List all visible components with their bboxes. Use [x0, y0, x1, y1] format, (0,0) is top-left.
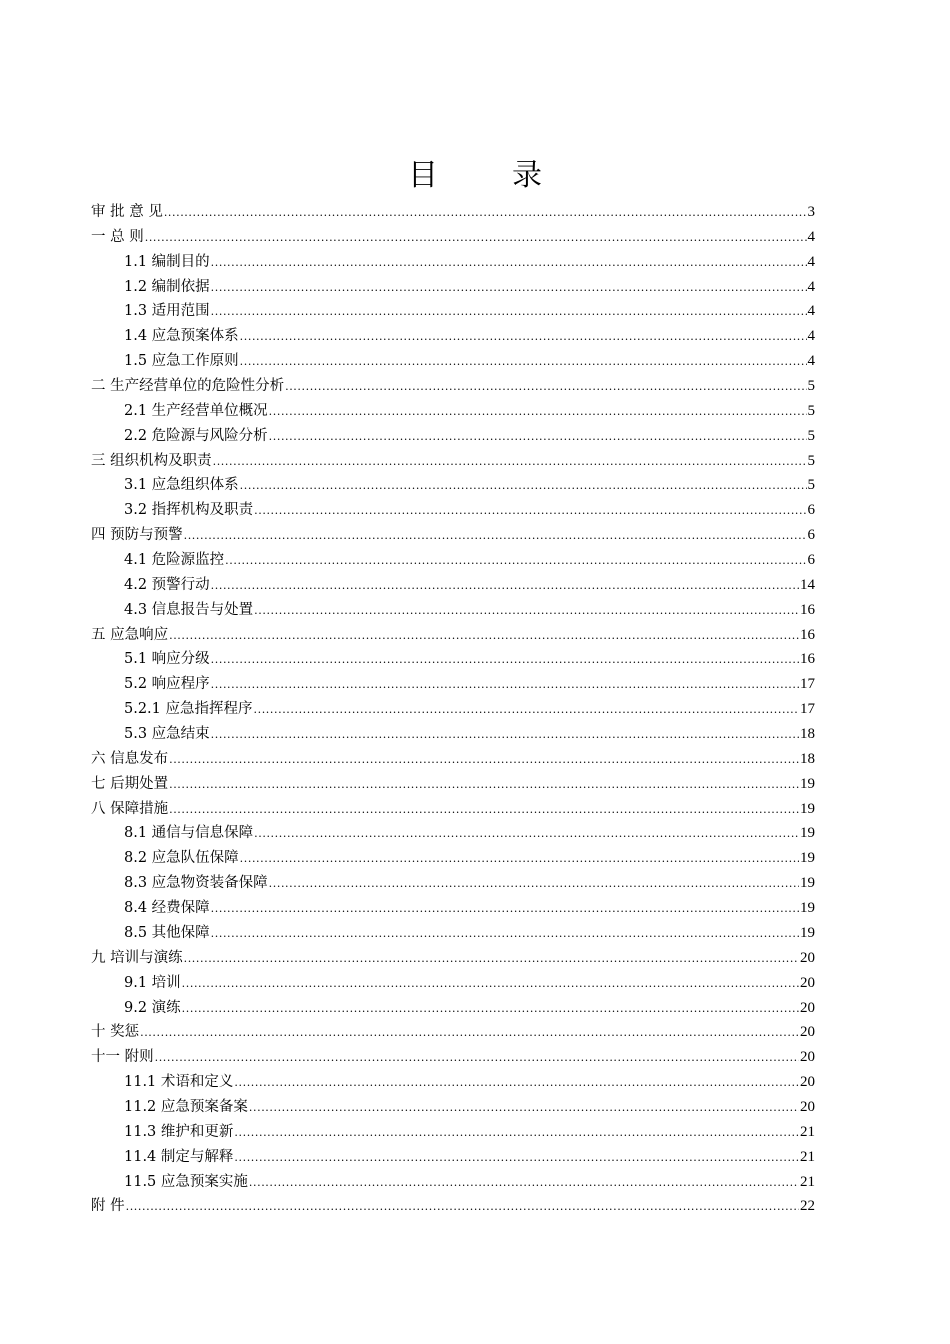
toc-dot-leader	[211, 648, 799, 673]
toc-dot-leader	[240, 350, 807, 375]
toc-entry[interactable]	[91, 821, 815, 846]
toc-entry-label: 8.1 通信与信息保障	[124, 825, 254, 842]
toc-dot-leader	[126, 1195, 799, 1220]
toc-entry-label: 七 后期处置	[91, 775, 169, 792]
toc-entry-page-number: 19	[800, 775, 815, 792]
toc-entry-page-number: 17	[800, 701, 815, 718]
toc-entry-label: 五 应急响应	[91, 626, 169, 643]
toc-entry-page-number: 20	[800, 974, 815, 991]
toc-dot-leader	[182, 997, 799, 1022]
toc-dot-leader	[211, 723, 799, 748]
toc-dot-leader	[211, 574, 799, 599]
toc-dot-leader	[182, 972, 799, 997]
toc-dot-leader	[184, 947, 799, 972]
toc-entry-page-number: 18	[800, 750, 815, 767]
toc-dot-leader	[254, 698, 799, 723]
toc-entry[interactable]	[91, 946, 815, 971]
toc-entry-page-number: 6	[807, 527, 815, 544]
toc-entry-label: 5.1 响应分级	[124, 651, 210, 668]
toc-entry-page-number: 3	[807, 204, 815, 220]
toc-entry[interactable]	[91, 573, 815, 598]
toc-entry-label: 1.2 编制依据	[124, 278, 210, 295]
toc-entry[interactable]	[91, 846, 815, 871]
toc-entry-page-number: 6	[807, 502, 815, 519]
toc-dot-leader	[169, 624, 799, 649]
toc-entry[interactable]	[91, 672, 815, 697]
toc-entry-page-number: 21	[800, 1123, 815, 1140]
toc-entry[interactable]	[91, 623, 815, 648]
toc-entry-label: 1.1 编制目的	[124, 253, 210, 270]
toc-entry-label: 3.2 指挥机构及职责	[124, 502, 254, 519]
toc-entry-page-number: 14	[800, 576, 815, 593]
toc-entry[interactable]	[91, 275, 815, 300]
table-of-contents	[91, 200, 815, 1219]
toc-dot-leader	[145, 226, 807, 251]
toc-dot-leader	[234, 1146, 799, 1171]
toc-entry[interactable]	[91, 225, 815, 250]
toc-entry[interactable]	[91, 971, 815, 996]
toc-dot-leader	[169, 748, 799, 773]
toc-dot-leader	[184, 524, 807, 549]
toc-entry[interactable]	[91, 871, 815, 896]
toc-entry-label: 11.1 术语和定义	[124, 1074, 234, 1091]
toc-dot-leader	[269, 872, 799, 897]
toc-entry-label: 3.1 应急组织体系	[124, 477, 239, 494]
toc-entry[interactable]	[91, 1045, 815, 1070]
toc-dot-leader	[140, 1021, 799, 1046]
toc-entry-page-number: 20	[800, 1024, 815, 1041]
toc-dot-leader	[169, 798, 799, 823]
toc-dot-leader	[249, 1171, 799, 1196]
toc-dot-leader	[211, 897, 799, 922]
toc-entry[interactable]	[91, 772, 815, 797]
toc-entry-label: 11.2 应急预案备案	[124, 1098, 248, 1115]
toc-entry-page-number: 20	[800, 949, 815, 966]
toc-entry-label: 1.5 应急工作原则	[124, 353, 239, 370]
toc-entry[interactable]	[91, 722, 815, 747]
toc-entry-label: 9.1 培训	[124, 974, 181, 991]
toc-dot-leader	[213, 450, 807, 475]
toc-entry-label: 11.4 制定与解释	[124, 1148, 234, 1165]
toc-entry-label: 11.3 维护和更新	[124, 1123, 234, 1140]
toc-entry[interactable]	[91, 399, 815, 424]
toc-entry-label: 8.3 应急物资装备保障	[124, 875, 268, 892]
toc-entry-label: 四 预防与预警	[91, 527, 183, 544]
toc-dot-leader	[254, 822, 799, 847]
toc-dot-leader	[225, 549, 806, 574]
toc-entry-label: 1.4 应急预案体系	[124, 328, 239, 345]
toc-entry[interactable]	[91, 200, 815, 225]
toc-entry-page-number: 4	[807, 328, 815, 345]
toc-entry-label: 二 生产经营单位的危险性分析	[91, 378, 285, 395]
toc-entry[interactable]	[91, 1095, 815, 1120]
toc-entry[interactable]	[91, 1194, 815, 1219]
toc-entry-label: 一 总 则	[91, 228, 144, 245]
toc-entry[interactable]	[91, 449, 815, 474]
toc-entry-page-number: 5	[807, 378, 815, 395]
toc-dot-leader	[240, 474, 807, 499]
toc-entry-label: 9.2 演练	[124, 999, 181, 1016]
toc-entry-label: 2.1 生产经营单位概况	[124, 402, 268, 419]
toc-entry[interactable]	[91, 498, 815, 523]
toc-entry-page-number: 4	[807, 353, 815, 370]
toc-entry-label: 附 件	[91, 1198, 125, 1215]
toc-entry[interactable]	[91, 548, 815, 573]
toc-entry-label: 8.5 其他保障	[124, 924, 210, 941]
toc-entry-label: 三 组织机构及职责	[91, 452, 212, 469]
toc-dot-leader	[269, 400, 807, 425]
toc-entry-label: 审 批 意 见	[91, 204, 163, 220]
toc-entry-label: 六 信息发布	[91, 750, 169, 767]
toc-entry-page-number: 16	[800, 626, 815, 643]
toc-entry[interactable]	[91, 697, 815, 722]
toc-dot-leader	[254, 499, 806, 524]
toc-dot-leader	[234, 1071, 799, 1096]
toc-entry-page-number: 4	[807, 303, 815, 320]
toc-entry[interactable]	[91, 647, 815, 672]
toc-entry-label: 8.4 经费保障	[124, 900, 210, 917]
toc-dot-leader	[211, 276, 807, 301]
toc-entry-page-number: 19	[800, 900, 815, 917]
toc-entry-page-number: 4	[807, 253, 815, 270]
toc-dot-leader	[269, 425, 807, 450]
toc-entry-page-number: 5	[807, 402, 815, 419]
toc-entry-page-number: 16	[800, 651, 815, 668]
toc-entry[interactable]	[91, 324, 815, 349]
toc-entry-label: 4.3 信息报告与处置	[124, 601, 254, 618]
toc-entry[interactable]	[91, 797, 815, 822]
toc-entry[interactable]	[91, 747, 815, 772]
toc-entry-page-number: 4	[807, 278, 815, 295]
toc-dot-leader	[169, 773, 799, 798]
toc-entry-page-number: 5	[807, 477, 815, 494]
toc-entry[interactable]	[91, 250, 815, 275]
toc-dot-leader	[240, 847, 799, 872]
toc-entry-page-number: 5	[807, 427, 815, 444]
toc-entry[interactable]	[91, 374, 815, 399]
toc-entry[interactable]	[91, 349, 815, 374]
toc-entry-page-number: 17	[800, 676, 815, 693]
toc-entry[interactable]	[91, 598, 815, 623]
toc-entry-label: 十 奖惩	[91, 1024, 140, 1041]
toc-dot-leader	[240, 325, 807, 350]
toc-entry-page-number: 20	[800, 1049, 815, 1066]
toc-entry-page-number: 20	[800, 999, 815, 1016]
toc-entry-page-number: 5	[807, 452, 815, 469]
toc-dot-leader	[164, 201, 807, 226]
toc-entry-page-number: 19	[800, 875, 815, 892]
toc-entry[interactable]	[91, 921, 815, 946]
toc-dot-leader	[211, 251, 807, 276]
page-title: 目 录	[408, 158, 564, 193]
toc-entry-page-number: 16	[800, 601, 815, 618]
toc-dot-leader	[155, 1046, 799, 1071]
toc-entry-label: 4.1 危险源监控	[124, 552, 225, 569]
toc-entry-page-number: 20	[800, 1098, 815, 1115]
toc-entry[interactable]	[91, 523, 815, 548]
toc-entry-page-number: 19	[800, 825, 815, 842]
toc-entry-label: 11.5 应急预案实施	[124, 1173, 248, 1190]
toc-dot-leader	[254, 599, 799, 624]
toc-entry-page-number: 22	[800, 1198, 815, 1215]
toc-dot-leader	[211, 922, 799, 947]
toc-entry-page-number: 4	[807, 228, 815, 245]
toc-entry[interactable]	[91, 473, 815, 498]
toc-entry-label: 1.3 适用范围	[124, 303, 210, 320]
toc-entry[interactable]	[91, 1070, 815, 1095]
toc-entry-label: 九 培训与演练	[91, 949, 183, 966]
toc-entry-page-number: 18	[800, 726, 815, 743]
toc-entry-label: 5.3 应急结束	[124, 726, 210, 743]
toc-entry[interactable]	[91, 1145, 815, 1170]
toc-entry[interactable]	[91, 424, 815, 449]
toc-dot-leader	[285, 375, 806, 400]
toc-entry[interactable]	[91, 1120, 815, 1145]
toc-dot-leader	[234, 1121, 799, 1146]
toc-entry-label: 八 保障措施	[91, 800, 169, 817]
toc-entry[interactable]	[91, 996, 815, 1021]
toc-entry[interactable]	[91, 1020, 815, 1045]
toc-entry-page-number: 19	[800, 924, 815, 941]
toc-entry-label: 8.2 应急队伍保障	[124, 850, 239, 867]
toc-dot-leader	[211, 300, 807, 325]
toc-dot-leader	[249, 1096, 799, 1121]
toc-dot-leader	[211, 673, 799, 698]
toc-entry-page-number: 6	[807, 552, 815, 569]
toc-entry-page-number: 19	[800, 800, 815, 817]
toc-entry-label: 十一 附则	[91, 1049, 154, 1066]
toc-entry-label: 5.2.1 应急指挥程序	[124, 701, 253, 718]
toc-entry[interactable]	[91, 896, 815, 921]
toc-entry-page-number: 20	[800, 1074, 815, 1091]
toc-entry-page-number: 21	[800, 1148, 815, 1165]
toc-entry[interactable]	[91, 1170, 815, 1195]
toc-entry-label: 4.2 预警行动	[124, 576, 210, 593]
toc-entry-label: 2.2 危险源与风险分析	[124, 427, 268, 444]
toc-entry[interactable]	[91, 299, 815, 324]
toc-entry-page-number: 19	[800, 850, 815, 867]
toc-entry-page-number: 21	[800, 1173, 815, 1190]
toc-entry-label: 5.2 响应程序	[124, 676, 210, 693]
